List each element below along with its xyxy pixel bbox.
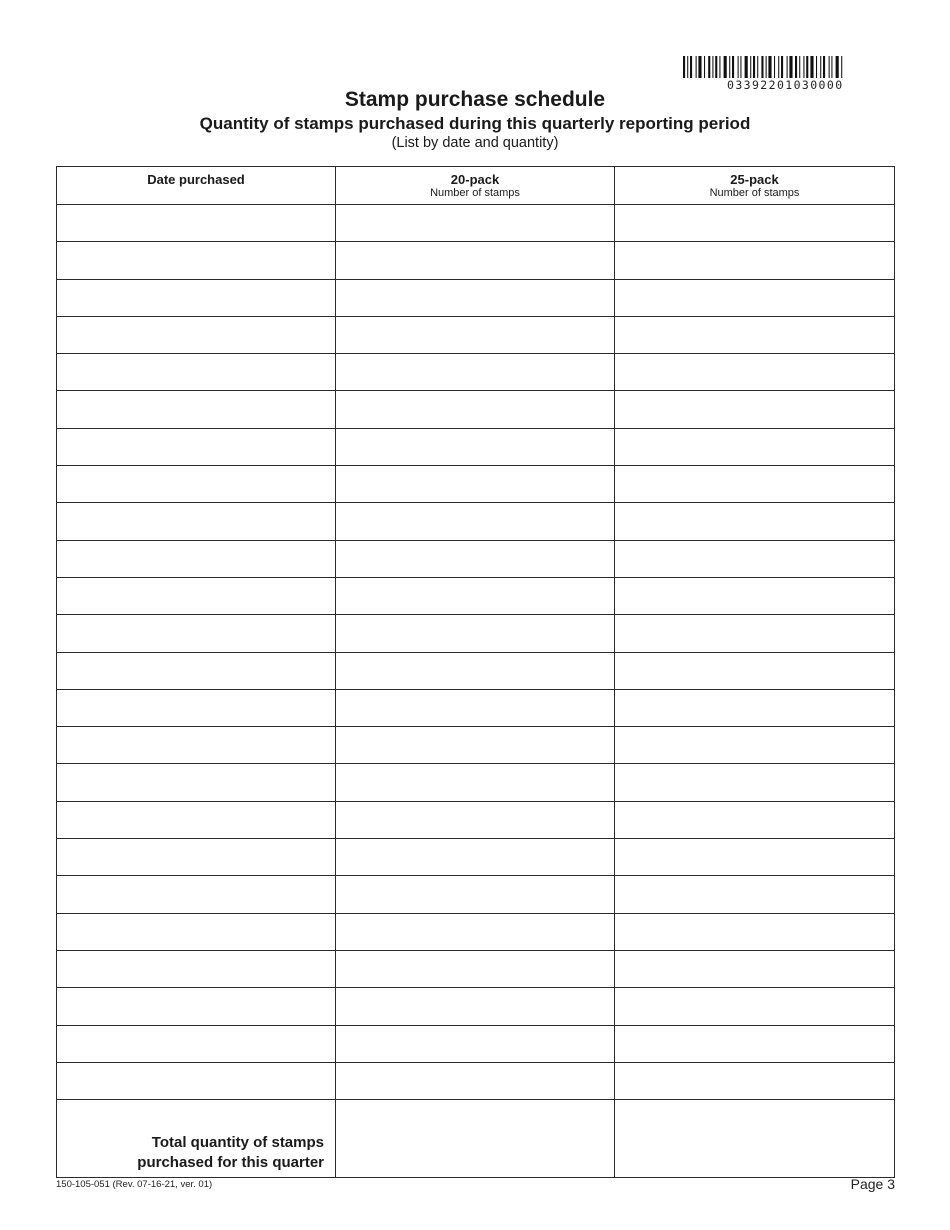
instructions: (List by date and quantity) (391, 135, 559, 151)
barcode-bar (816, 56, 817, 78)
total-20-pack-field[interactable] (336, 1100, 615, 1178)
date-purchased-field[interactable] (57, 876, 336, 913)
twenty-five-pack-field[interactable] (615, 801, 895, 838)
date-purchased-field[interactable] (57, 764, 336, 801)
twenty-five-pack-field[interactable] (615, 727, 895, 764)
barcode-bar (732, 56, 734, 78)
date-purchased-field[interactable] (57, 466, 336, 503)
twenty-five-pack-field[interactable] (615, 540, 895, 577)
barcode-bar (836, 56, 839, 78)
column-header-20-pack (336, 167, 615, 205)
twenty-five-pack-field[interactable] (615, 876, 895, 913)
date-purchased-field[interactable] (57, 1025, 336, 1062)
twenty-pack-field[interactable] (336, 689, 615, 726)
table-row (57, 1025, 895, 1062)
table-row (57, 652, 895, 689)
table-row (57, 839, 895, 876)
date-purchased-field[interactable] (57, 727, 336, 764)
twenty-pack-field[interactable] (336, 466, 615, 503)
barcode-bar (740, 56, 741, 78)
table-row (57, 764, 895, 801)
barcode-bar (715, 56, 717, 78)
barcode-bar (704, 56, 705, 78)
table-row (57, 354, 895, 391)
barcode-bar (787, 56, 788, 78)
column-heading: Date purchased (147, 172, 245, 187)
table-row (57, 242, 895, 279)
date-purchased-field[interactable] (57, 354, 336, 391)
date-purchased-field[interactable] (57, 503, 336, 540)
twenty-five-pack-field[interactable] (615, 205, 895, 242)
date-purchased-field[interactable] (57, 242, 336, 279)
date-purchased-field[interactable] (57, 689, 336, 726)
total-row (57, 1100, 895, 1178)
table-body (57, 205, 895, 1100)
barcode-bar (803, 56, 804, 78)
table-row (57, 950, 895, 987)
twenty-five-pack-field[interactable] (615, 615, 895, 652)
date-purchased-field[interactable] (57, 839, 336, 876)
date-purchased-field[interactable] (57, 652, 336, 689)
barcode-bar (696, 56, 697, 78)
twenty-pack-field[interactable] (336, 242, 615, 279)
barcode-bar (789, 56, 792, 78)
barcode-bar (690, 56, 692, 78)
date-purchased-field[interactable] (57, 205, 336, 242)
table-row (57, 1062, 895, 1099)
date-purchased-field[interactable] (57, 615, 336, 652)
twenty-five-pack-field[interactable] (615, 466, 895, 503)
column-heading: 25-pack (730, 172, 779, 187)
twenty-five-pack-field[interactable] (615, 316, 895, 353)
barcode-number: 03392201030000 (727, 78, 844, 92)
table-row (57, 466, 895, 503)
barcode-bar (708, 56, 710, 78)
twenty-pack-field[interactable] (336, 913, 615, 950)
date-purchased-field[interactable] (57, 950, 336, 987)
twenty-five-pack-field[interactable] (615, 764, 895, 801)
date-purchased-field[interactable] (57, 1062, 336, 1099)
column-header-date (57, 167, 336, 205)
table-row (57, 577, 895, 614)
barcode (683, 56, 895, 92)
barcode-bars (683, 56, 895, 78)
twenty-pack-field[interactable] (336, 1025, 615, 1062)
twenty-five-pack-field[interactable] (615, 428, 895, 465)
table-row (57, 689, 895, 726)
table-row (57, 428, 895, 465)
date-purchased-field[interactable] (57, 988, 336, 1025)
barcode-bar (761, 56, 763, 78)
twenty-pack-field[interactable] (336, 205, 615, 242)
barcode-bar (810, 56, 813, 78)
table-row (57, 279, 895, 316)
twenty-pack-field[interactable] (336, 764, 615, 801)
barcode-bar (753, 56, 755, 78)
twenty-five-pack-field[interactable] (615, 652, 895, 689)
date-purchased-field[interactable] (57, 577, 336, 614)
twenty-pack-field[interactable] (336, 428, 615, 465)
twenty-pack-field[interactable] (336, 316, 615, 353)
twenty-pack-field[interactable] (336, 615, 615, 652)
page-number: Page 3 (850, 1176, 895, 1192)
barcode-bar (768, 56, 771, 78)
twenty-five-pack-field[interactable] (615, 689, 895, 726)
date-purchased-field[interactable] (57, 801, 336, 838)
barcode-bar (766, 56, 767, 78)
page-title: Stamp purchase schedule (344, 88, 606, 111)
twenty-pack-field[interactable] (336, 988, 615, 1025)
barcode-bar (683, 56, 685, 78)
table-row (57, 391, 895, 428)
column-heading: 20-pack (450, 172, 500, 187)
total-label-line: purchased for this quarter (137, 1154, 324, 1172)
barcode-bar (778, 56, 779, 78)
twenty-five-pack-field[interactable] (615, 577, 895, 614)
table-row (57, 727, 895, 764)
twenty-five-pack-field[interactable] (615, 988, 895, 1025)
total-label (57, 1100, 336, 1178)
total-label-line: Total quantity of stamps (151, 1134, 324, 1152)
twenty-pack-field[interactable] (336, 577, 615, 614)
table-row (57, 801, 895, 838)
barcode-bar (724, 56, 727, 78)
barcode-bar (750, 56, 751, 78)
table-row (57, 913, 895, 950)
date-purchased-field[interactable] (57, 428, 336, 465)
barcode-bar (781, 56, 783, 78)
table-row (57, 615, 895, 652)
barcode-bar (820, 56, 821, 78)
table-row (57, 205, 895, 242)
twenty-pack-field[interactable] (336, 876, 615, 913)
twenty-pack-field[interactable] (336, 801, 615, 838)
twenty-five-pack-field[interactable] (615, 950, 895, 987)
stamp-purchase-table (56, 166, 895, 1178)
table-row (57, 316, 895, 353)
date-purchased-field[interactable] (57, 316, 336, 353)
barcode-bar (829, 56, 830, 78)
barcode-bar (841, 56, 842, 78)
barcode-bar (698, 56, 701, 78)
barcode-bar (774, 56, 775, 78)
barcode-bar (712, 56, 713, 78)
barcode-bar (745, 56, 748, 78)
date-purchased-field[interactable] (57, 391, 336, 428)
barcode-bar (738, 56, 739, 78)
date-purchased-field[interactable] (57, 540, 336, 577)
column-subheading: Number of stamps (430, 187, 520, 199)
twenty-pack-field[interactable] (336, 652, 615, 689)
barcode-bar (729, 56, 730, 78)
twenty-five-pack-field[interactable] (615, 1062, 895, 1099)
twenty-pack-field[interactable] (336, 1062, 615, 1099)
twenty-five-pack-field[interactable] (615, 503, 895, 540)
column-subheading: Number of stamps (709, 187, 800, 199)
total-25-pack-field[interactable] (615, 1100, 895, 1178)
twenty-pack-field[interactable] (336, 503, 615, 540)
twenty-pack-field[interactable] (336, 391, 615, 428)
barcode-bar (831, 56, 832, 78)
barcode-bar (757, 56, 758, 78)
barcode-bar (799, 56, 800, 78)
table-row (57, 503, 895, 540)
column-header-25-pack (615, 167, 895, 205)
table-row (57, 988, 895, 1025)
twenty-five-pack-field[interactable] (615, 913, 895, 950)
twenty-five-pack-field[interactable] (615, 242, 895, 279)
twenty-pack-field[interactable] (336, 839, 615, 876)
twenty-pack-field[interactable] (336, 950, 615, 987)
date-purchased-field[interactable] (57, 279, 336, 316)
twenty-five-pack-field[interactable] (615, 354, 895, 391)
date-purchased-field[interactable] (57, 913, 336, 950)
barcode-bar (823, 56, 825, 78)
twenty-pack-field[interactable] (336, 354, 615, 391)
twenty-pack-field[interactable] (336, 727, 615, 764)
table-header-row (57, 167, 895, 205)
twenty-five-pack-field[interactable] (615, 391, 895, 428)
table-row (57, 876, 895, 913)
twenty-pack-field[interactable] (336, 540, 615, 577)
twenty-five-pack-field[interactable] (615, 279, 895, 316)
barcode-bar (795, 56, 797, 78)
barcode-bar (687, 56, 688, 78)
form-id: 150-105-051 (Rev. 07-16-21, ver. 01) (56, 1179, 213, 1190)
barcode-bar (806, 56, 808, 78)
table-row (57, 540, 895, 577)
twenty-five-pack-field[interactable] (615, 1025, 895, 1062)
twenty-pack-field[interactable] (336, 279, 615, 316)
page-subtitle: Quantity of stamps purchased during this quarterly reporting period (199, 114, 751, 133)
twenty-five-pack-field[interactable] (615, 839, 895, 876)
barcode-bar (719, 56, 720, 78)
